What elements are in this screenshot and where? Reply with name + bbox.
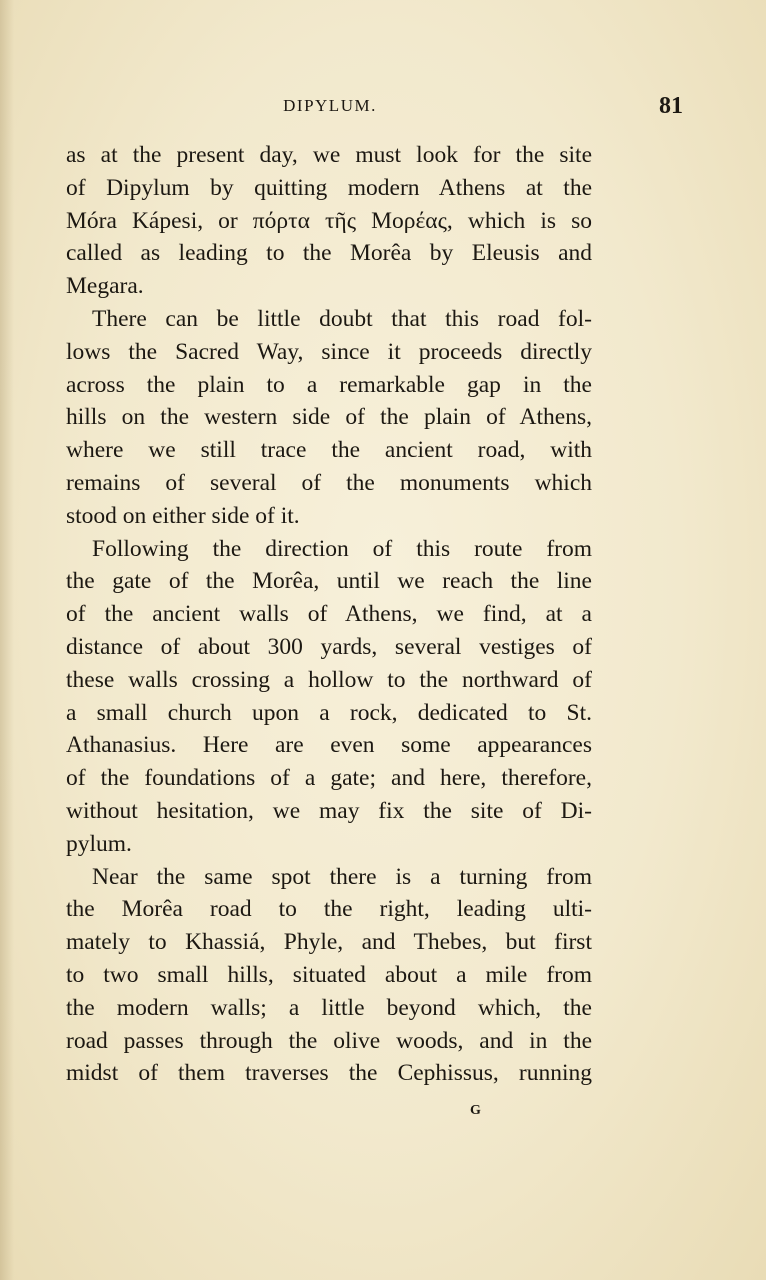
text-line: a small church upon a rock, dedicated to St. (66, 699, 592, 726)
page-number: 81 (659, 93, 683, 119)
running-title: DIPYLUM. (283, 96, 377, 115)
text-line: these walls crossing a hollow to the northward of (66, 666, 592, 693)
text-line: the modern walls; a little beyond which, the (66, 994, 592, 1021)
text-line: There can be little doubt that this road fol- (92, 305, 592, 332)
text-line: lows the Sacred Way, since it proceeds directly (66, 338, 592, 365)
text-line: as at the present day, we must look for the site (66, 142, 592, 168)
text-line: Near the same spot there is a turning from (92, 863, 592, 890)
text-line: to two small hills, situated about a mile from (66, 961, 592, 988)
paragraph-3 (66, 533, 592, 861)
gutter-shadow (0, 0, 14, 1280)
text-line: midst of them traverses the Cephissus, running (66, 1060, 592, 1087)
text-line: across the plain to a remarkable gap in the (66, 371, 592, 398)
text-line: of the ancient walls of Athens, we find, at a (66, 601, 592, 628)
text-line: hills on the western side of the plain of Athens, (66, 404, 592, 431)
body-text (66, 139, 592, 1090)
text-line: where we still trace the ancient road, with (66, 437, 592, 464)
text-line: the Morêa road to the right, leading ulti- (66, 896, 592, 923)
text-line: Megara. (66, 273, 144, 300)
text-line: mately to Khassiá, Phyle, and Thebes, but first (66, 929, 592, 956)
text-line: of Dipylum by quitting modern Athens at the (66, 174, 592, 201)
text-line: distance of about 300 yards, several vestiges of (66, 633, 592, 660)
text-line: Móra Kápesi, or πόρτα τῆς Μορέας, which is so (66, 207, 592, 234)
text-line: of the foundations of a gate; and here, therefore, (66, 765, 592, 792)
paragraph-1 (66, 139, 592, 303)
text-line: Following the direction of this route from (92, 535, 592, 562)
signature-mark: G (470, 1103, 481, 1118)
text-line: remains of several of the monuments which (66, 469, 592, 496)
paragraph-4 (66, 861, 592, 1091)
text-line: without hesitation, we may fix the site of Di- (66, 797, 592, 824)
text-line: the gate of the Morêa, until we reach the line (66, 568, 592, 595)
text-line: Athanasius. Here are even some appearances (66, 732, 592, 759)
text-line: stood on either side of it. (66, 502, 300, 529)
text-line: road passes through the olive woods, and in the (66, 1027, 592, 1054)
text-line: called as leading to the Morêa by Eleusis and (66, 240, 592, 267)
text-line: pylum. (66, 830, 132, 857)
paragraph-2 (66, 303, 592, 533)
